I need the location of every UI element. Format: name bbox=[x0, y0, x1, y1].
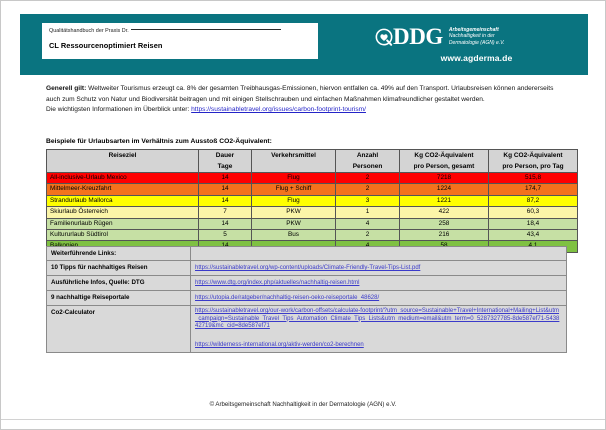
link-label-portale: 9 nachhaltige Reiseportale bbox=[47, 291, 191, 306]
table-row bbox=[47, 173, 578, 184]
col-header-verkehrsmittel-l1: Verkehrsmittel bbox=[271, 152, 316, 159]
cell-transport: Flug + Schiff bbox=[252, 184, 336, 195]
col-header-co2-gesamt-l2: pro Person, gesamt bbox=[413, 163, 475, 170]
ddg-logo bbox=[367, 23, 572, 70]
cell-transport: PKW bbox=[252, 218, 336, 229]
cell-days: 14 bbox=[199, 218, 252, 229]
col-header-reiseziel-l1: Reiseziel bbox=[108, 152, 137, 159]
table-row bbox=[47, 207, 578, 218]
col-header-dauer-l2: Tage bbox=[217, 163, 233, 170]
logo-subtitle-line3: Dermatologie (AGN) e.V. bbox=[448, 39, 505, 46]
table-row bbox=[47, 218, 578, 229]
link-row bbox=[47, 291, 567, 306]
logo-website-url: www.agderma.de bbox=[440, 53, 513, 63]
cell-persons: 4 bbox=[336, 218, 400, 229]
cell-persons: 2 bbox=[336, 184, 400, 195]
links-heading: Weiterführende Links: bbox=[47, 247, 191, 261]
link-value-calculator bbox=[191, 306, 567, 353]
links-heading-row bbox=[47, 247, 567, 261]
cell-destination: Kultururlaub Südtirol bbox=[47, 230, 199, 241]
cell-co2-total: 216 bbox=[400, 230, 489, 241]
table-row bbox=[47, 230, 578, 241]
link-url-wilderness[interactable]: https://wilderness-international.org/aktiv-werden/co2-berechnen bbox=[195, 341, 364, 348]
col-header-dauer-l1: Dauer bbox=[215, 152, 235, 159]
links-heading-spacer bbox=[191, 247, 567, 261]
cell-destination: Mittelmeer-Kreuzfahrt bbox=[47, 184, 199, 195]
cell-destination: Skiurlaub Österreich bbox=[47, 207, 199, 218]
title-prefix: Qualitätshandbuch der Praxis Dr. bbox=[49, 28, 129, 34]
intro-paragraph bbox=[46, 84, 567, 116]
col-header-verkehrsmittel bbox=[252, 150, 336, 173]
cell-co2-total: 422 bbox=[400, 207, 489, 218]
title-box bbox=[42, 23, 318, 59]
col-header-reiseziel bbox=[47, 150, 199, 173]
footer-copyright: © Arbeitsgemeinschaft Nachhaltigkeit in der Dermatologie (AGN) e.V. bbox=[209, 401, 397, 408]
logo-wordmark: DDG bbox=[393, 24, 443, 49]
header-band bbox=[20, 14, 588, 75]
link-label-tips: 10 Tipps für nachhaltiges Reisen bbox=[47, 261, 191, 276]
cell-days: 14 bbox=[199, 173, 252, 184]
cell-transport: Flug bbox=[252, 173, 336, 184]
cell-co2-per-day: 18,4 bbox=[489, 218, 578, 229]
link-url-calculator[interactable]: https://sustainabletravel.org/our-work/carbon-offsets/calculate-footprint/?utm_source=Sustainable+Travel+International+Mailing+List&utm_campaign=Sustainable_Travel_Tips_Automation_Climate_Tips_Lists&utm_medium=email&utm_term=0_5287327785-8de587ef71-543842719&mc_cid=8de587ef71 bbox=[195, 308, 560, 330]
col-header-co2-tag bbox=[489, 150, 578, 173]
col-header-dauer bbox=[199, 150, 252, 173]
link-url-dtg[interactable]: https://www.dtg.org/index.php/aktuelles/nachhaltig-reisen.html bbox=[195, 280, 360, 286]
cell-co2-total: 1221 bbox=[400, 195, 489, 206]
col-header-anzahl-l2: Personen bbox=[352, 163, 383, 170]
cell-persons: 2 bbox=[336, 173, 400, 184]
further-links-table bbox=[46, 246, 567, 353]
logo-subtitle-line1: Arbeitsgemeinschaft bbox=[448, 26, 499, 33]
cell-persons: 1 bbox=[336, 207, 400, 218]
cell-persons: 3 bbox=[336, 195, 400, 206]
table-body bbox=[47, 173, 578, 253]
page-title: CL Ressourcenoptimiert Reisen bbox=[49, 41, 163, 50]
link-row bbox=[47, 261, 567, 276]
link-row bbox=[47, 276, 567, 291]
cell-co2-total: 258 bbox=[400, 218, 489, 229]
link-label-calculator: Co2-Calculator bbox=[47, 306, 191, 353]
col-header-reiseziel-l2 bbox=[47, 161, 198, 172]
logo-subtitle-line2: Nachhaltigkeit in der bbox=[448, 33, 495, 40]
cell-days: 7 bbox=[199, 207, 252, 218]
col-header-co2-tag-l1: Kg CO2-Äquivalent bbox=[503, 152, 563, 159]
cell-transport: PKW bbox=[252, 207, 336, 218]
cell-days: 14 bbox=[199, 184, 252, 195]
co2-comparison-table bbox=[46, 149, 578, 253]
col-header-co2-gesamt-l1: Kg CO2-Äquivalent bbox=[414, 152, 474, 159]
link-value-tips bbox=[191, 261, 567, 276]
table-caption: Beispiele für Urlaubsarten im Verhältnis zum Ausstoß CO2-Äquivalent: bbox=[46, 138, 272, 145]
cell-destination: All-inclusive-Urlaub Mexico bbox=[47, 173, 199, 184]
title-fill-rule bbox=[131, 29, 281, 30]
table-row bbox=[47, 195, 578, 206]
col-header-anzahl bbox=[336, 150, 400, 173]
cell-co2-per-day: 43,4 bbox=[489, 230, 578, 241]
cell-co2-total: 1224 bbox=[400, 184, 489, 195]
table-row bbox=[47, 184, 578, 195]
link-url-portale[interactable]: https://utopia.de/ratgeber/nachhaltig-reisen-oeko-reiseportale_48628/ bbox=[195, 295, 380, 301]
intro-link[interactable]: https://sustainabletravel.org/issues/carbon-footprint-tourism/ bbox=[191, 106, 366, 114]
link-url-tips[interactable]: https://sustainabletravel.org/wp-content/uploads/Climate-Friendly-Travel-Tips-List.pdf bbox=[195, 265, 421, 271]
cell-days: 14 bbox=[199, 195, 252, 206]
col-header-co2-gesamt bbox=[400, 150, 489, 173]
col-header-anzahl-l1: Anzahl bbox=[356, 152, 379, 159]
link-row bbox=[47, 306, 567, 353]
cell-persons: 2 bbox=[336, 230, 400, 241]
logo-top-row bbox=[367, 23, 572, 50]
cell-days: 5 bbox=[199, 230, 252, 241]
logo-subtitle bbox=[449, 27, 505, 46]
cell-transport: Flug bbox=[252, 195, 336, 206]
ddg-heart-icon bbox=[375, 28, 393, 46]
cell-destination: Familienurlaub Rügen bbox=[47, 218, 199, 229]
title-prefix-line bbox=[49, 28, 311, 35]
table-header bbox=[47, 150, 578, 173]
link-value-dtg bbox=[191, 276, 567, 291]
intro-body: Weltweiter Tourismus erzeugt ca. 8% der gesamten Treibhausgas-Emissionen, hiervon entfallen ca. 49% auf den Transport. Urlaubsreisen können andererseits auch zum Schutz von Natur und Biodiversität beitragen und mit einigen Stellschrauben und einfachen Maßnahmen klimafreundlicher gestaltet werden. bbox=[46, 85, 554, 103]
footer-divider bbox=[1, 419, 605, 420]
cell-co2-per-day: 87,2 bbox=[489, 195, 578, 206]
cell-transport: Bus bbox=[252, 230, 336, 241]
cell-co2-per-day: 515,8 bbox=[489, 173, 578, 184]
cell-co2-per-day: 174,7 bbox=[489, 184, 578, 195]
intro-lead: Generell gilt: bbox=[46, 85, 87, 92]
col-header-verkehrsmittel-l2 bbox=[252, 161, 335, 172]
cell-co2-per-day: 60,3 bbox=[489, 207, 578, 218]
intro-overview-label: Die wichtigsten Informationen im Überblick unter: bbox=[46, 106, 190, 114]
table-header-row bbox=[47, 150, 578, 173]
link-label-dtg: Ausführliche Infos, Quelle: DTG bbox=[47, 276, 191, 291]
link-value-portale bbox=[191, 291, 567, 306]
cell-co2-total: 7218 bbox=[400, 173, 489, 184]
col-header-co2-tag-l2: pro Person, pro Tag bbox=[502, 163, 564, 170]
cell-destination: Strandurlaub Mallorca bbox=[47, 195, 199, 206]
